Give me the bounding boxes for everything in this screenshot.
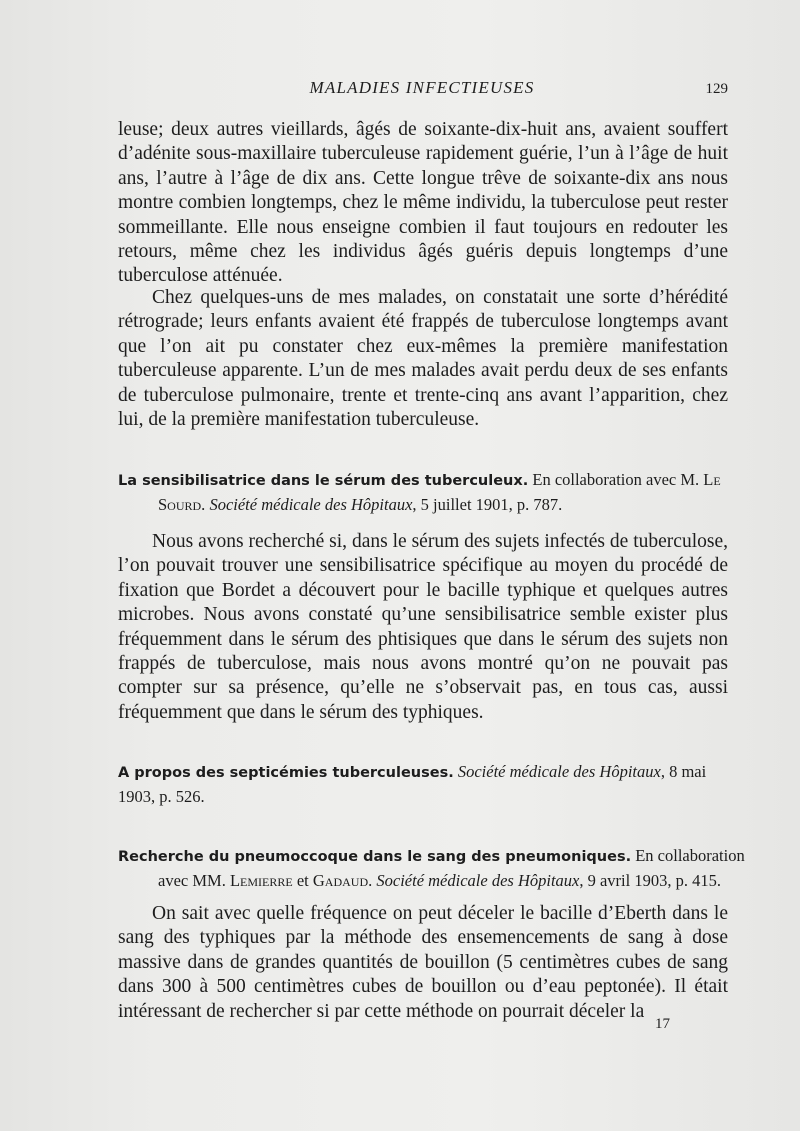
entry-journal: Société médicale des Hôpitaux: [376, 871, 580, 890]
entry-conjunction: et: [296, 871, 309, 890]
bibliography-entry-pneumocoque: [118, 844, 770, 893]
entry-title: Recherche du pneumoccoque dans le sang des pneumoniques.: [118, 849, 632, 865]
paragraph-sensibilisatrice: Nous avons recherché si, dans le sérum des sujets infectés de tuberculose, l’on pouvait trouver une sensibilisatrice spécifique au moyen du procédé de fixation que Bordet a découvert pour le bacille typhique et quelques autres microbes. Nous avons constaté qu’une sensibilisatrice semble exister plus fréquemment dans le sérum des phtisiques que dans le sérum des sujets non frappés de tuberculose, mais nous avons montré qu’on ne pouvait pas compter sur sa présence, qu’elle ne s’observait pas, en tous cas, aussi fréquemment que dans le sérum des typhiques.: [118, 531, 728, 723]
entry-title: La sensibilisatrice dans le sérum des tuberculeux.: [118, 473, 529, 489]
paragraph-pneumocoque: On sait avec quelle fréquence on peut déceler le bacille d’Eberth dans le sang des typhiques par la méthode des ensemencements de sang à dose massive dans de grandes quantités de bouillon (5 centimètres cubes de sang dans 300 à 500 centimètres cubes de bouillon ou d’eau peptonée). Il était intéressant de rechercher si par cette méthode on pourrait déceler la: [118, 903, 728, 1022]
running-head: MALADIES INFECTIEUSES: [309, 78, 535, 97]
entry-author: Lemierre: [229, 871, 293, 890]
paragraph-heredity: Chez quelques-uns de mes malades, on constatait une sorte d’hérédité rétrograde; leurs enfants avaient été frappés de tuberculose longtemps avant que l’on ait pu constater chez eux-mêmes la première manifestation tuberculeuse apparente. L’un de mes malades avait perdu deux de ses enfants de tuberculose pulmonaire, trente et trente-cinq ans avant l’apparition, chez lui, de la première manifestation tuberculeuse.: [118, 287, 728, 431]
entry-journal: Société médicale des Hôpitaux: [457, 762, 661, 781]
entry-date: , 8 mai 1903, p. 526.: [118, 762, 707, 806]
entry-journal: Société médicale des Hôpitaux: [209, 495, 413, 514]
entry-author: Gadaud.: [312, 871, 373, 890]
entry-date: , 9 avril 1903, p. 415.: [579, 871, 721, 890]
entry-collaboration: En collaboration avec M.: [532, 470, 700, 489]
bibliography-entry-sensibilisatrice: [118, 468, 770, 517]
entry-collaboration: En collaboration avec MM.: [158, 846, 745, 890]
paragraph-continuation: leuse; deux autres vieillards, âgés de soixante-dix-huit ans, avaient souffert d’adénite sous-maxillaire tuberculeuse rapidement guérie, l’un à l’âge de huit ans, l’autre à l’âge de dix ans. Cette longue trêve de soixante-dix ans nous montre combien longtemps, chez le même individu, la tuberculose peut rester sommeillante. Elle nous enseigne combien il faut toujours en redouter les retours, même chez les individus âgés guéris depuis longtemps d’une tuberculose atténuée.: [118, 119, 728, 287]
page-number: 129: [705, 81, 728, 97]
entry-author: Le Sourd.: [158, 470, 721, 514]
entry-title: A propos des septicémies tuberculeuses.: [118, 765, 454, 781]
entry-date: , 5 juillet 1901, p. 787.: [412, 495, 563, 514]
page-header: [116, 78, 728, 102]
bibliography-entry-septicemies: [118, 760, 730, 809]
signature-mark: 17: [655, 1016, 670, 1032]
